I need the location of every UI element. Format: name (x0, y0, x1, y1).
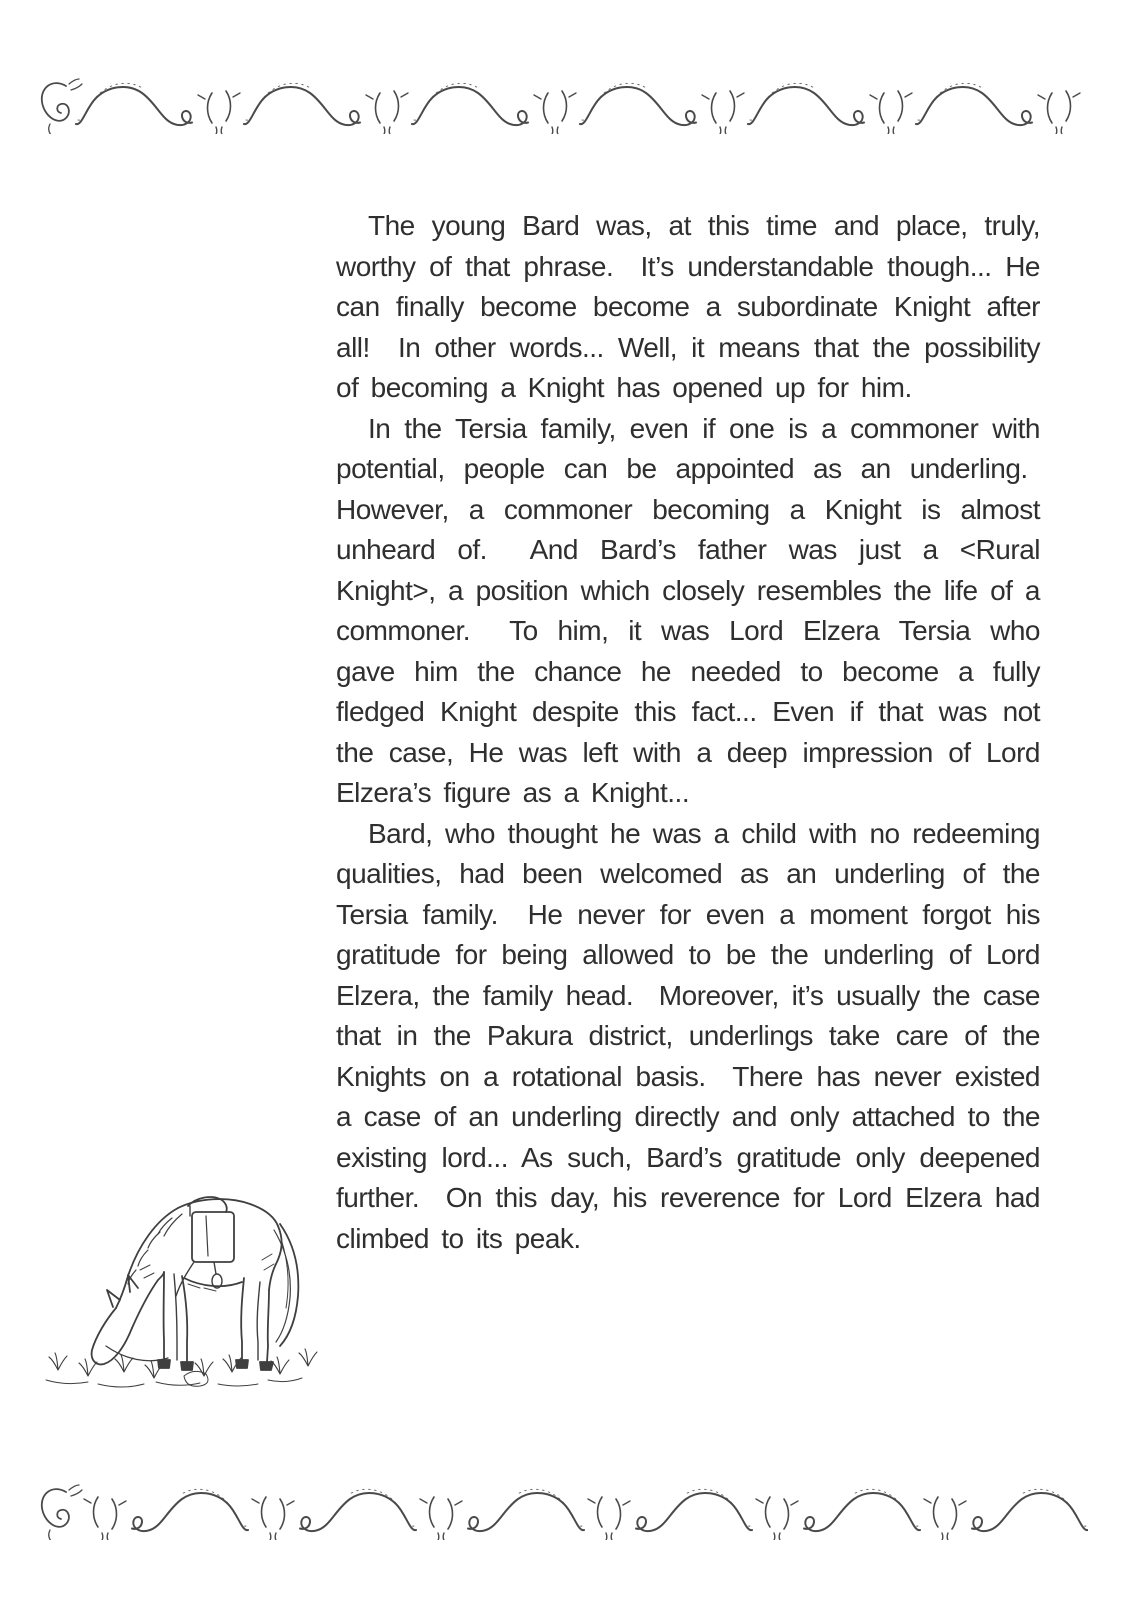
top-ornament-border (36, 76, 1088, 134)
story-text (336, 206, 1040, 1259)
horse-line-art-svg (36, 1150, 326, 1390)
bottom-ornament-border (36, 1482, 1088, 1540)
paragraph: Bard, who thought he was a child with no redeeming qualities, had been welcomed as an underling of the Tersia family. He never for even a moment forgot his gratitude for being allowed to be the underling of Lord Elzera, the family head. Moreover, it’s usually the case that in the Pakura district, underlings take care of the Knights on a rotational basis. There has never existed a case of an underling directly and only attached to the existing lord... As such, Bard’s gratitude only deepened further. On this day, his reverence for Lord Elzera had climbed to its peak. (336, 817, 1040, 1254)
paragraph: In the Tersia family, even if one is a commoner with potential, people can be appointed as an underling. However, a commoner becoming a Knight is almost unheard of. And Bard’s father was just a <Rural Knight>, a position which closely resembles the life of a commoner. To him, it was Lord Elzera Tersia who gave him the chance he needed to become a fully fledged Knight despite this fact... Even if that was not the case, He was left with a deep impression of Lord Elzera’s figure as a Knight... (336, 412, 1040, 808)
grazing-horse-illustration (36, 1150, 326, 1390)
paragraph: The young Bard was, at this time and place, truly, worthy of that phrase. It’s understandable though... He can finally become become a subordinate Knight after all! In other words... Well, it means that the possibility of becoming a Knight has opened up for him. (336, 210, 1040, 403)
